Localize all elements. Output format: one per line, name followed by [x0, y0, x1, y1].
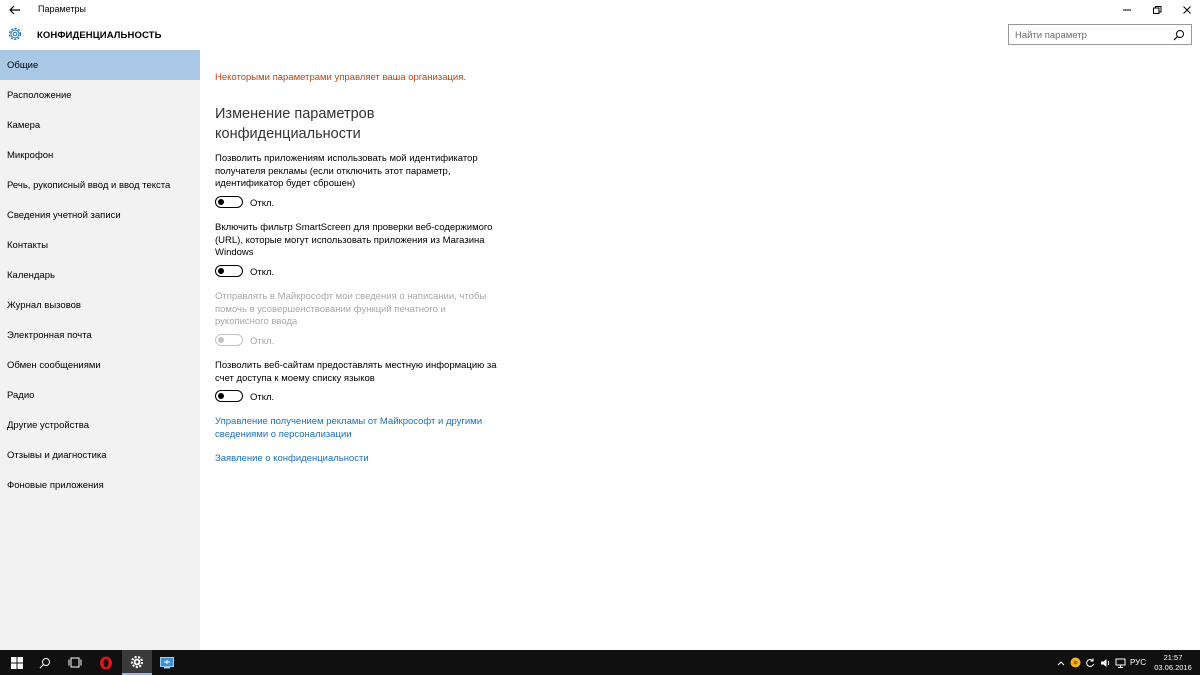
search-taskbar-button[interactable]	[30, 650, 60, 675]
sidebar-item-contacts[interactable]	[0, 230, 200, 260]
clock[interactable]	[1150, 653, 1196, 672]
search-input[interactable]: Найти параметр	[1015, 30, 1087, 41]
toggle-state-label: Откл.	[250, 198, 275, 209]
show-hidden-icons-button[interactable]	[1054, 650, 1068, 675]
sidebar-item-label: Другие устройства	[7, 420, 89, 431]
toggle-state-label: Откл.	[250, 267, 275, 278]
gear-icon	[130, 655, 144, 669]
monitor-icon	[160, 657, 174, 669]
sidebar-item-camera[interactable]	[0, 110, 200, 140]
refresh-icon	[1085, 658, 1095, 668]
sidebar-item-label: Расположение	[7, 90, 72, 101]
sidebar-item-general[interactable]	[0, 50, 200, 80]
restore-icon	[1152, 5, 1162, 15]
sidebar-item-email[interactable]	[0, 320, 200, 350]
speaker-icon	[1100, 658, 1111, 668]
tray-sync-icon[interactable]	[1083, 650, 1097, 675]
minimize-button[interactable]	[1110, 0, 1144, 20]
settings-app-button[interactable]	[122, 650, 152, 675]
sidebar-item-speech[interactable]	[0, 170, 200, 200]
sidebar-item-messaging[interactable]	[0, 350, 200, 380]
arrow-left-icon	[9, 5, 21, 15]
volume-button[interactable]	[1098, 650, 1112, 675]
sidebar-item-call-history[interactable]	[0, 290, 200, 320]
gear-icon	[7, 26, 23, 42]
close-button[interactable]	[1170, 0, 1200, 20]
language-list-toggle[interactable]	[215, 390, 243, 402]
sidebar-item-label: Микрофон	[7, 150, 54, 161]
windows-logo-icon	[11, 657, 23, 669]
sidebar-item-location[interactable]	[0, 80, 200, 110]
sidebar-item-label: Сведения учетной записи	[7, 210, 121, 221]
start-button[interactable]	[2, 650, 32, 675]
toggle-state-label: Откл.	[250, 336, 275, 347]
search-box[interactable]	[1008, 24, 1192, 45]
typing-info-toggle	[215, 334, 243, 346]
section-title: Изменение параметров конфиденциальности	[215, 106, 375, 142]
search-icon	[39, 657, 51, 669]
chevron-up-icon	[1057, 660, 1065, 666]
clock-date: 03.06.2016	[1154, 662, 1192, 672]
window-title: Параметры	[38, 4, 86, 14]
sidebar	[0, 50, 200, 650]
sidebar-item-label: Отзывы и диагностика	[7, 450, 107, 461]
toggle-knob	[218, 393, 224, 399]
setting-description: Отправлять в Майкрософт мои сведения о написании, чтобы помочь в усовершенствовании функций печатного и рукописного ввода	[215, 291, 487, 328]
back-button[interactable]	[0, 0, 30, 20]
privacy-statement-link[interactable]: Заявление о конфиденциальности	[215, 453, 369, 464]
smartscreen-toggle[interactable]	[215, 265, 243, 277]
sidebar-item-label: Электронная почта	[7, 330, 92, 341]
title-bar	[0, 0, 1200, 20]
sidebar-item-label: Обмен сообщениями	[7, 360, 101, 371]
toggle-knob	[218, 337, 224, 343]
task-view-icon	[68, 657, 82, 668]
sidebar-item-radios[interactable]	[0, 380, 200, 410]
search-icon[interactable]	[1173, 29, 1185, 41]
setting-description: Позволить веб-сайтам предоставлять местную информацию за счет доступа к моему списку языков	[215, 360, 497, 384]
sidebar-item-label: Журнал вызовов	[7, 300, 81, 311]
task-view-button[interactable]	[60, 650, 90, 675]
sidebar-item-label: Календарь	[7, 270, 55, 281]
network-button[interactable]	[1113, 650, 1127, 675]
close-icon	[1182, 5, 1192, 15]
sidebar-item-other-devices[interactable]	[0, 410, 200, 440]
sidebar-item-feedback[interactable]	[0, 440, 200, 470]
emoji-icon	[1070, 657, 1081, 668]
advertising-id-toggle[interactable]	[215, 196, 243, 208]
setting-description: Позволить приложениям использовать мой идентификатор получателя рекламы (если отключить этот параметр, идентификатор будет сброшен)	[215, 153, 478, 190]
sidebar-item-label: Общие	[7, 60, 39, 71]
restore-button[interactable]	[1140, 0, 1174, 20]
sidebar-item-label: Контакты	[7, 240, 49, 251]
toggle-knob	[218, 268, 224, 274]
manage-advertising-link[interactable]: Управление получением рекламы от Майкрософт и другими сведениями о персонализации	[215, 416, 483, 440]
opera-icon	[99, 656, 113, 670]
minimize-icon	[1122, 5, 1132, 15]
sidebar-item-label: Фоновые приложения	[7, 480, 104, 491]
setting-description: Включить фильтр SmartScreen для проверки веб-содержимого (URL), которые могут использовать приложения из Магазина Windows	[215, 222, 493, 259]
taskbar	[0, 650, 1200, 675]
clock-time: 21:57	[1163, 653, 1183, 662]
opera-app-button[interactable]	[91, 650, 121, 675]
sidebar-item-label: Камера	[7, 120, 41, 131]
language-indicator[interactable]: РУС	[1129, 658, 1147, 667]
toggle-knob	[218, 199, 224, 205]
sidebar-item-account-info[interactable]	[0, 200, 200, 230]
org-managed-notice: Некоторыми параметрами управляет ваша организация.	[215, 72, 467, 83]
sidebar-item-calendar[interactable]	[0, 260, 200, 290]
sidebar-item-label: Радио	[7, 390, 35, 401]
sidebar-item-background-apps[interactable]	[0, 470, 200, 500]
page-title: КОНФИДЕНЦИАЛЬНОСТЬ	[37, 30, 162, 41]
sidebar-item-microphone[interactable]	[0, 140, 200, 170]
tray-app-icon[interactable]	[1068, 650, 1082, 675]
toggle-state-label: Откл.	[250, 392, 275, 403]
remote-desktop-app-button[interactable]	[152, 650, 182, 675]
network-icon	[1115, 658, 1126, 668]
sidebar-item-label: Речь, рукописный ввод и ввод текста	[7, 180, 171, 191]
